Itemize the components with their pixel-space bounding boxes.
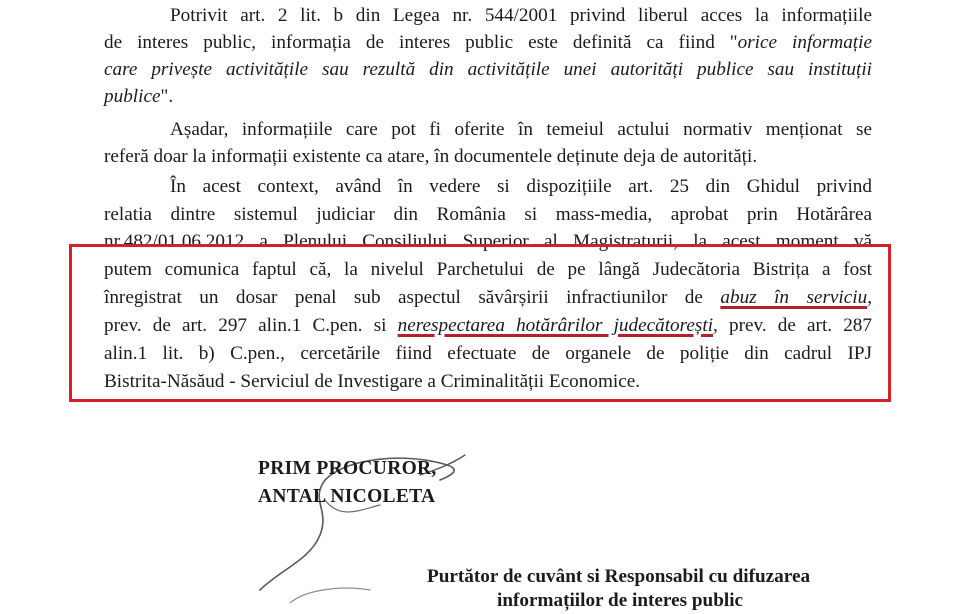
paragraph3-line3: nr.482/01.06.2012 a Plenului Consiliului Superior al Magistraturii, la acest moment vă: [104, 231, 872, 252]
paragraph3-line4: putem comunica faptul că, la nivelul Parchetului de pe lângă Judecătoria Bistrița a fost: [104, 259, 872, 280]
paragraph3-line5: înregistrat un dosar penal sub aspectul săvârșirii infractiunilor de abuz în serviciu,: [104, 287, 872, 308]
paragraph3-line6: prev. de art. 297 alin.1 C.pen. si nerespectarea hotărârilor judecătorești, prev. de art. 287: [104, 315, 872, 336]
paragraph1-line2: de interes public, informația de interes public este definită ca fiind "orice informație: [104, 32, 872, 53]
footer-line2: informațiilor de interes public: [497, 590, 744, 611]
paragraph2-line2: referă doar la informații existente ca atare, în documentele deținute deja de autorități.: [104, 146, 758, 167]
paragraph3-line1: În acest context, având în vedere si dispozițiile art. 25 din Ghidul privind: [170, 176, 872, 197]
paragraph1-line4: publice".: [104, 86, 174, 107]
paragraph3-line8: Bistrita-Năsăud - Serviciul de Investigare a Criminalității Economice.: [104, 371, 641, 392]
signature-title: PRIM PROCUROR,: [258, 458, 437, 479]
paragraph1-line1: Potrivit art. 2 lit. b din Legea nr. 544/2001 privind liberul acces la informațiile: [170, 5, 872, 26]
footer-line1: Purtător de cuvânt si Responsabil cu difuzarea: [427, 566, 811, 587]
highlight-box: [69, 244, 891, 402]
paragraph2-line1: Așadar, informațiile care pot fi oferite în temeiul actului normativ menționat se: [170, 119, 872, 140]
paragraph3-line2: relatia dintre sistemul judiciar din România si mass-media, aprobat prin Hotărârea: [104, 204, 872, 225]
signature-name: ANTAL NICOLETA: [258, 486, 436, 507]
paragraph3-line7: alin.1 lit. b) C.pen., cercetările fiind efectuate de organele de poliție din cadrul IPJ: [104, 343, 872, 364]
highlight-abuz-in-serviciu: abuz în serviciu: [720, 287, 868, 308]
paragraph1-line3: care privește activitățile sau rezultă din activitățile unei autorități publice sau instituții: [104, 59, 872, 80]
highlight-nerespectarea-hotararilor: nerespectarea hotărârilor judecătorești: [397, 315, 714, 336]
